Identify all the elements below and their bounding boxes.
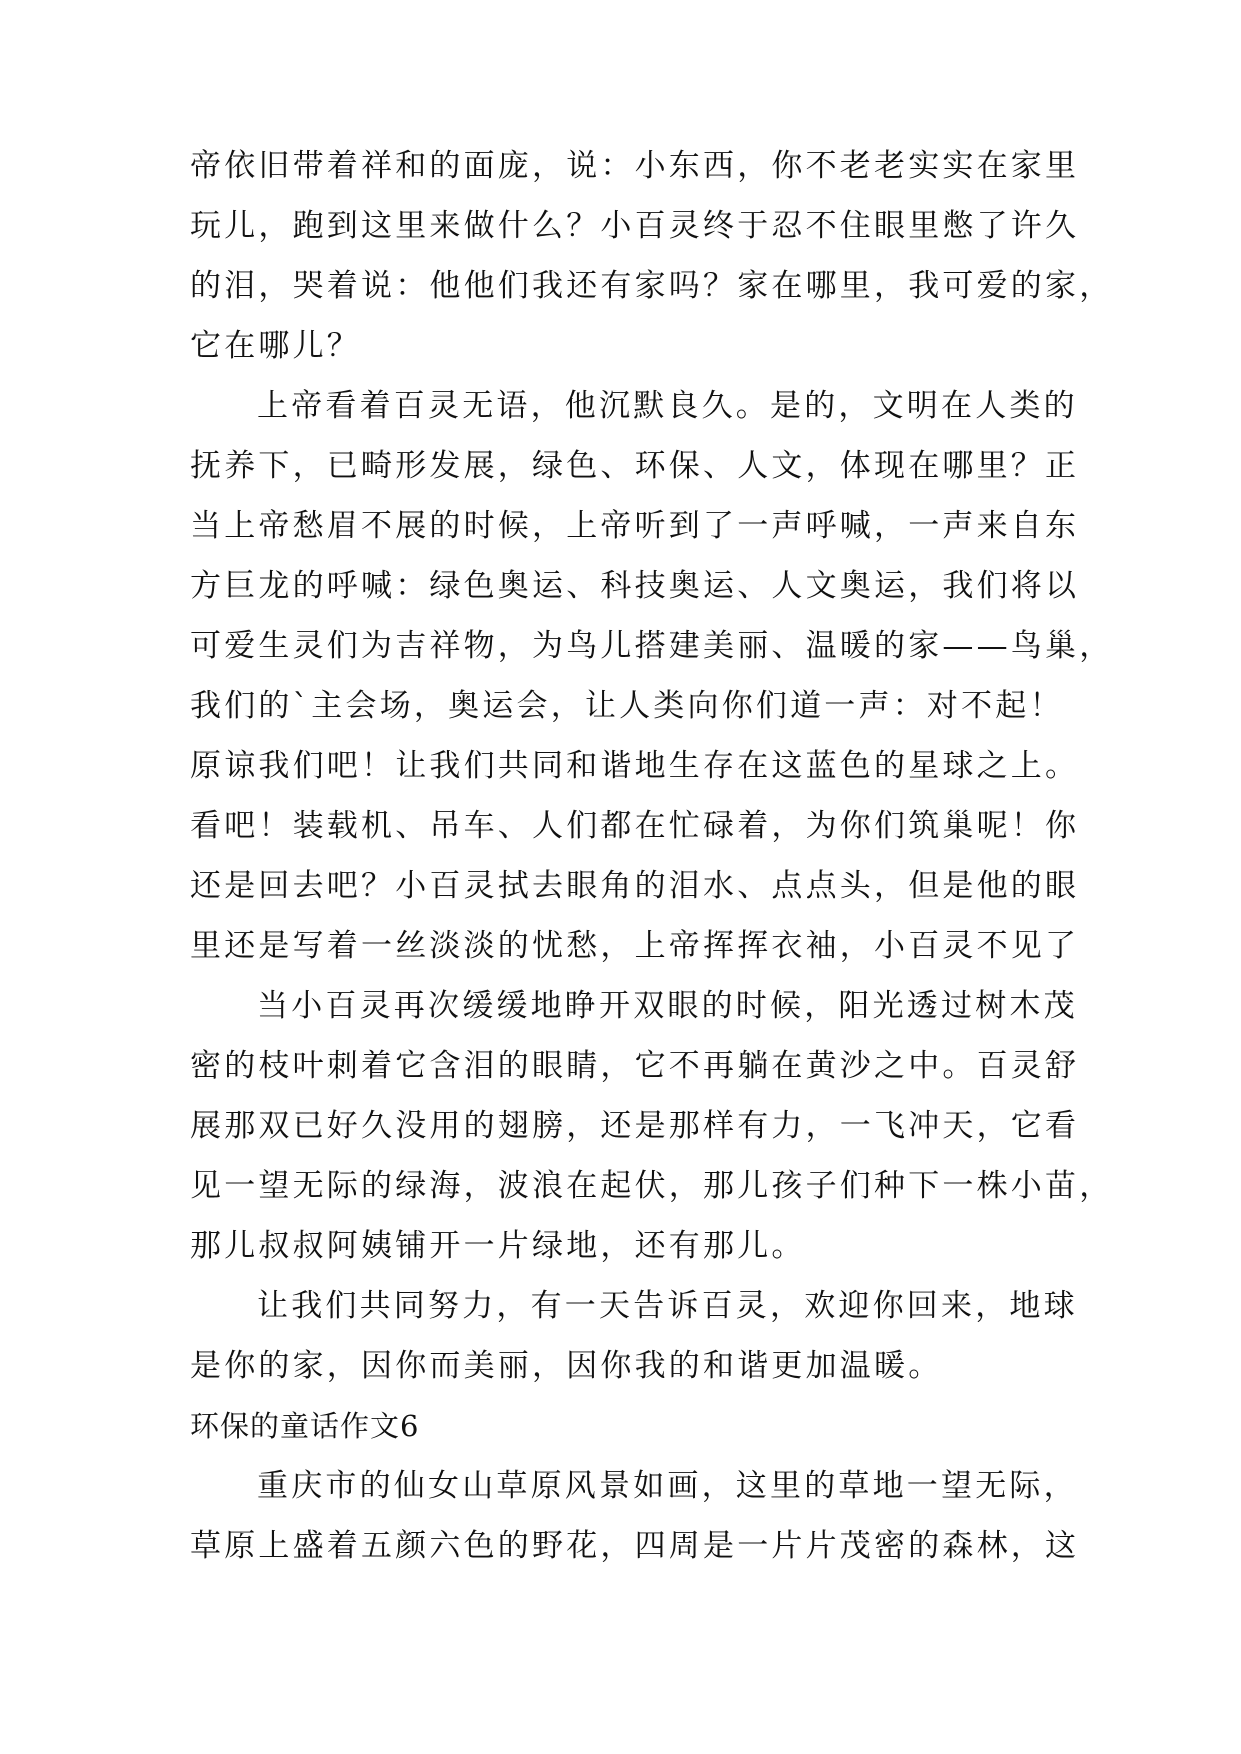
text-line: 帝依旧带着祥和的面庞，说：小东西，你不老老实实在家里 (190, 148, 1080, 184)
text-line: 的泪，哭着说：他他们我还有家吗？家在哪里，我可爱的家， (190, 268, 1114, 304)
text-line: 是你的家，因你而美丽，因你我的和谐更加温暖。 (190, 1348, 943, 1384)
text-line: 它在哪儿？ (190, 328, 361, 364)
text-line: 当小百灵再次缓缓地睁开双眼的时候，阳光透过树木茂 (257, 988, 1078, 1024)
text-line: 看吧！装载机、吊车、人们都在忙碌着，为你们筑巢呢！你 (190, 808, 1080, 844)
text-line: 我们的`主会场，奥运会，让人类向你们道一声：对不起！ (190, 688, 1064, 724)
text-line: 上帝看着百灵无语，他沉默良久。是的，文明在人类的 (257, 388, 1078, 424)
text-line: 玩儿，跑到这里来做什么？小百灵终于忍不住眼里憋了许久 (190, 208, 1080, 244)
text-line: 方巨龙的呼喊：绿色奥运、科技奥运、人文奥运，我们将以 (190, 568, 1080, 604)
text-line: 可爱生灵们为吉祥物，为鸟儿搭建美丽、温暖的家——鸟巢， (190, 628, 1114, 664)
text-line: 展那双已好久没用的翅膀，还是那样有力，一飞冲天，它看 (190, 1108, 1080, 1144)
text-line: 当上帝愁眉不展的时候，上帝听到了一声呼喊，一声来自东 (190, 508, 1080, 544)
text-line: 原谅我们吧！让我们共同和谐地生存在这蓝色的星球之上。 (190, 748, 1080, 784)
section-heading: 环保的童话作文6 (190, 1409, 420, 1443)
text-line: 让我们共同努力，有一天告诉百灵，欢迎你回来，地球 (257, 1288, 1078, 1324)
text-line: 重庆市的仙女山草原风景如画，这里的草地一望无际， (257, 1468, 1078, 1504)
text-line: 见一望无际的绿海，波浪在起伏，那儿孩子们种下一株小苗， (190, 1168, 1114, 1204)
text-line: 密的枝叶刺着它含泪的眼睛，它不再躺在黄沙之中。百灵舒 (190, 1048, 1080, 1084)
text-line: 还是回去吧？小百灵拭去眼角的泪水、点点头，但是他的眼 (190, 868, 1080, 904)
text-line: 抚养下，已畸形发展，绿色、环保、人文，体现在哪里？正 (190, 448, 1080, 484)
text-line: 里还是写着一丝淡淡的忧愁，上帝挥挥衣袖，小百灵不见了 (190, 928, 1080, 964)
text-line: 草原上盛着五颜六色的野花，四周是一片片茂密的森林，这 (190, 1528, 1080, 1564)
text-line: 那儿叔叔阿姨铺开一片绿地，还有那儿。 (190, 1228, 806, 1264)
